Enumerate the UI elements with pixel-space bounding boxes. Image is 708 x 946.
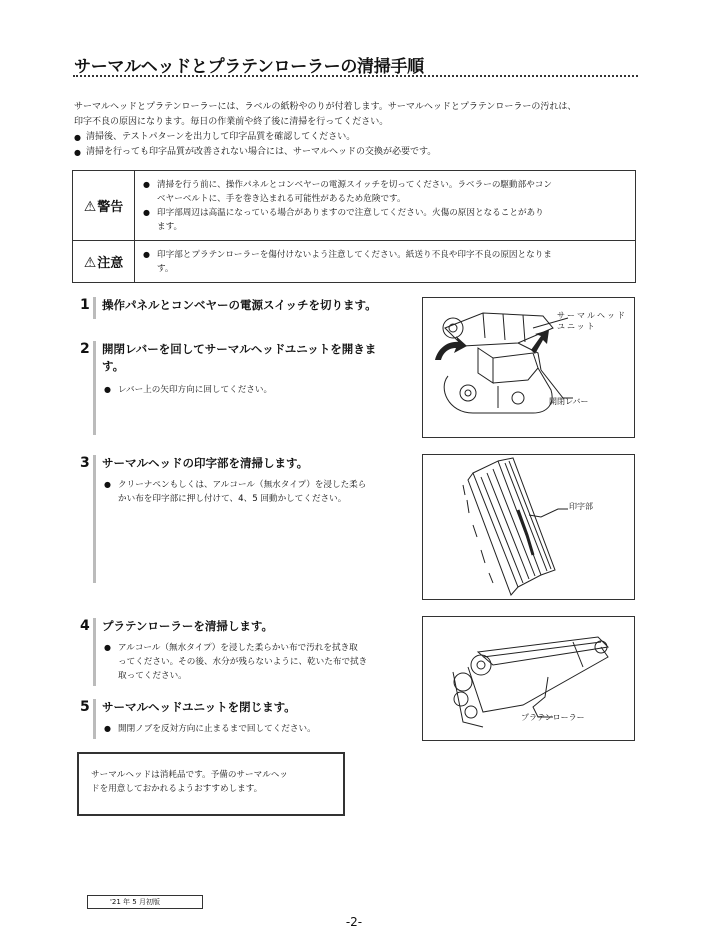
step-title (102, 341, 376, 375)
print-head-illustration (423, 455, 634, 599)
caution-bullet (143, 248, 627, 276)
step-3 (80, 455, 410, 585)
warning-bullet-text (157, 206, 544, 234)
step-number: 1 (80, 297, 90, 313)
step-title: 操作パネルとコンベヤーの電源スイッチを切ります。 (102, 298, 377, 312)
step-number: 4 (80, 618, 90, 634)
step-text-line: ってください。その後、水分が残らないように、乾いた布で拭き (118, 657, 368, 667)
bullet-icon: ● (104, 385, 111, 394)
warning-body (135, 171, 636, 241)
step-text (104, 478, 366, 506)
step-bullet-text (118, 641, 367, 683)
page-number: -2- (345, 915, 363, 929)
figure-platen-roller (422, 616, 635, 741)
step-title: サーマルヘッドユニットを閉じます。 (102, 700, 296, 714)
figure-label (557, 310, 627, 332)
intro-paragraph-line: サーマルヘッドとプラテンローラーには、ラベルの紙粉やのりが付着します。サーマルヘッドとプラテンローラーの汚れは、 (74, 102, 577, 112)
warning-label: 警告 (97, 200, 124, 215)
intro-paragraph-line: 印字不良の原因になります。毎日の作業前や終了後に清掃を行ってください。 (74, 117, 389, 127)
warning-row (73, 171, 636, 241)
figure-head-unit (422, 297, 635, 438)
bullet-icon: ● (74, 148, 81, 157)
step-title-line: 開閉レバーを回してサーマルヘッドユニットを開きま (102, 342, 377, 356)
step-bullet (104, 722, 316, 736)
step-number: 2 (80, 341, 90, 357)
step-number: 5 (80, 699, 90, 715)
page-title: サーマルヘッドとプラテンローラーの清掃手順 (74, 57, 424, 77)
step-bullet (104, 383, 272, 397)
warning-bullet (143, 206, 627, 234)
bullet-icon: ● (143, 249, 150, 259)
caution-bullet-text (157, 248, 552, 276)
step-text-line: クリーナペンもしくは、アルコール（無水タイプ）を浸した柔ら (118, 480, 367, 490)
warning-label-cell (73, 171, 135, 241)
safety-table (72, 170, 636, 283)
edition-label: '21 年 5 月初版 (87, 895, 203, 909)
bullet-icon: ● (104, 724, 111, 733)
note-box (77, 752, 345, 816)
intro-bullet (74, 145, 644, 160)
step-bar (93, 699, 96, 739)
step-bullet-text (118, 478, 366, 506)
figure-label-line: サーマルヘッド (557, 311, 627, 320)
step-bullet-text: レバー上の矢印方向に回してください。 (118, 385, 273, 395)
step-1 (80, 297, 410, 327)
step-2 (80, 341, 410, 437)
step-bullet (104, 641, 367, 683)
figure-label: 印字部 (569, 502, 593, 511)
step-4 (80, 618, 410, 688)
step-number: 3 (80, 455, 90, 471)
warning-text-line: ます。 (157, 221, 183, 232)
step-title-line: す。 (102, 359, 125, 373)
intro-bullet-text: 清掃後、テストパターンを出力して印字品質を確認してください。 (86, 132, 356, 142)
intro-bullet (74, 130, 644, 145)
caution-text-line: 印字部とプラテンローラーを傷付けないよう注意してください。紙送り不良や印字不良の原因となりま (157, 249, 552, 260)
figure-label: 開閉レバー (549, 397, 589, 406)
warning-text-line: ベヤーベルトに、手を巻き込まれる可能性があるため危険です。 (157, 193, 406, 204)
caution-row (73, 241, 636, 283)
figure-label: プラテンローラー (521, 713, 585, 722)
caution-text-line: す。 (157, 263, 174, 274)
bullet-icon: ● (143, 179, 150, 189)
bullet-icon: ● (104, 643, 111, 652)
step-bullet (104, 478, 366, 506)
step-text (104, 383, 272, 397)
warning-bullet-text (157, 178, 552, 206)
bullet-icon: ● (74, 133, 81, 142)
step-text (104, 722, 316, 736)
warning-text-line: 印字部周辺は高温になっている場合がありますので注意してください。火傷の原因となることがあり (157, 207, 544, 218)
step-bar (93, 455, 96, 583)
step-5 (80, 699, 410, 741)
step-bar (93, 341, 96, 435)
bullet-icon: ● (104, 480, 111, 489)
intro-section (74, 100, 644, 160)
warning-bullet (143, 178, 627, 206)
figure-label-line: ユニット (557, 322, 597, 331)
caution-label: 注意 (97, 256, 124, 271)
intro-bullet-text: 清掃を行っても印字品質が改善されない場合には、サーマルヘッドの交換が必要です。 (86, 147, 437, 157)
figure-print-head (422, 454, 635, 600)
warning-text-line: 清掃を行う前に、操作パネルとコンベヤーの電源スイッチを切ってください。ラベラーの駆動部やコン (157, 179, 552, 190)
caution-body (135, 241, 636, 283)
step-title: サーマルヘッドの印字部を清掃します。 (102, 456, 309, 470)
warning-triangle-icon: ⚠ (83, 199, 97, 215)
title-divider (73, 75, 638, 77)
caution-label-cell (73, 241, 135, 283)
note-line: サーマルヘッドは消耗品です。予備のサーマルヘッ (91, 770, 288, 780)
step-bar (93, 618, 96, 686)
step-text-line: アルコール（無水タイプ）を浸した柔らかい布で汚れを拭き取 (118, 643, 358, 653)
step-bullet-text: 開閉ノブを反対方向に止まるまで回してください。 (118, 724, 316, 734)
bullet-icon: ● (143, 207, 150, 217)
step-text-line: 取ってください。 (118, 671, 187, 681)
note-line: ドを用意しておかれるようおすすめします。 (91, 784, 263, 794)
step-bar (93, 297, 96, 319)
caution-triangle-icon: ⚠ (83, 255, 97, 271)
step-text (104, 641, 367, 683)
step-title: プラテンローラーを清掃します。 (102, 619, 274, 633)
step-text-line: かい布を印字部に押し付けて、4、5 回動かしてください。 (118, 494, 347, 504)
